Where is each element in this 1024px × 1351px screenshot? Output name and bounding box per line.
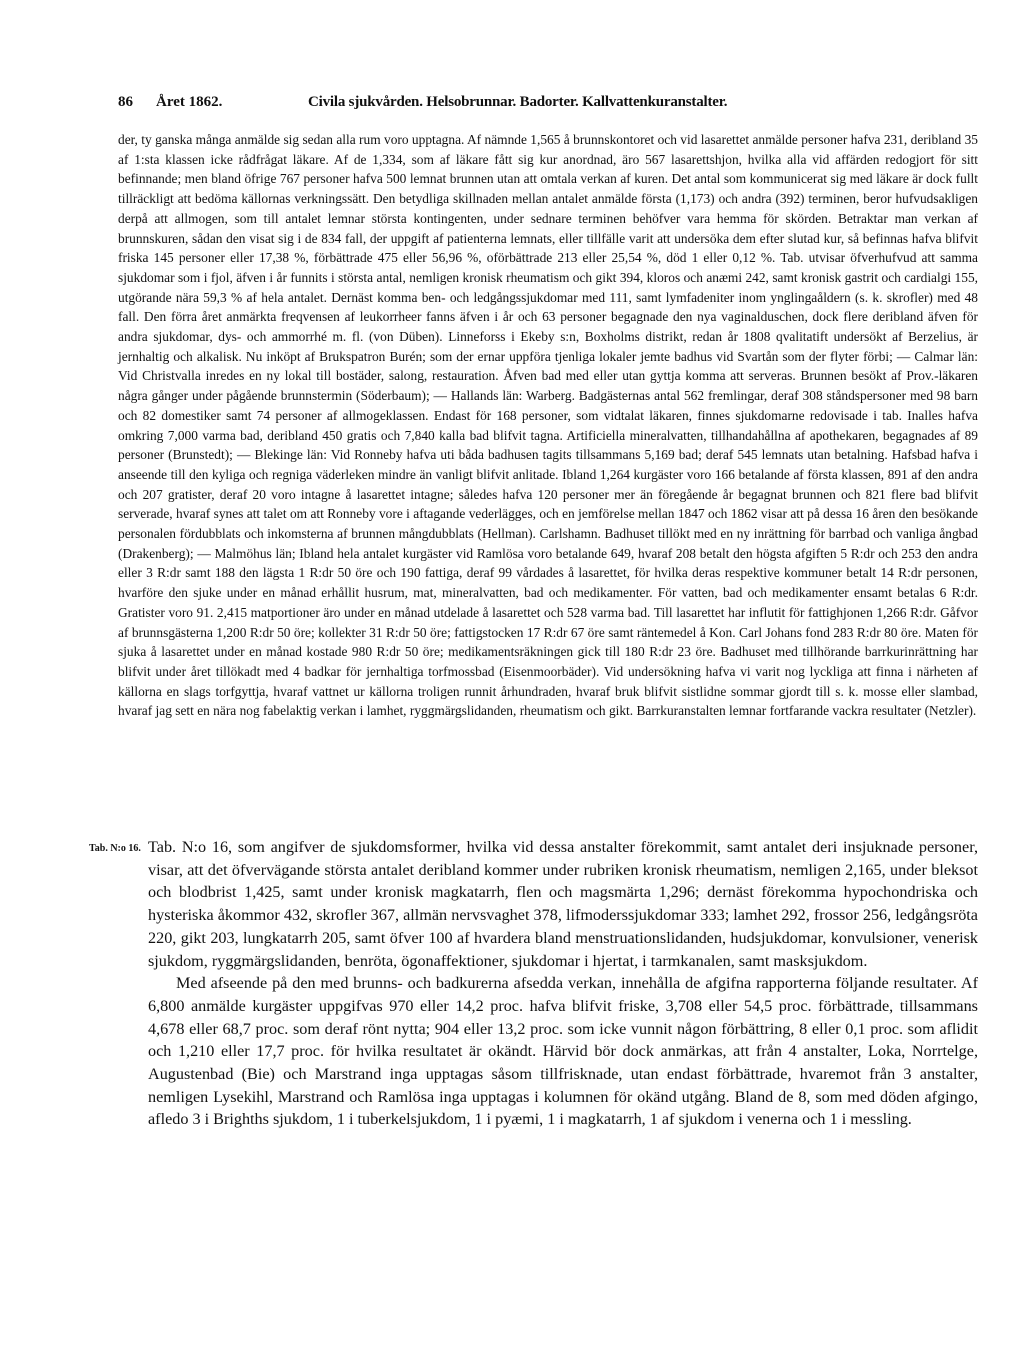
- main-text-section: [148, 836, 978, 1131]
- small-print-section: [118, 130, 978, 721]
- paragraph-results: Med afseende på den med brunns- och badkurerna afsedda verkan, innehålla de afgifna rapporterna följande resultater. Af 6,800 anmälde kurgäster uppgifvas 970 eller 14,2 proc. hafva blifvit friske, 3,708 eller 54,5 proc. förbättrade, tillsammans 4,678 eller 68,7 proc. som deraf rönt nytta; 904 eller 13,2 proc. som icke vunnit någon förbättring, 8 eller 0,1 proc. som aflidit och 1,210 eller 17,7 proc. för hvilka resultatet är okändt. Härvid bör dock anmärkas, att från 4 anstalter, Loka, Norrtelge, Augustenbad (Bie) och Marstrand inga upptagas såsom tillfrisknade, utan endast förbättrade, hvaremot från 3 anstalter, nemligen Lysekihl, Marstrand och Ramlösa inga upptagas i kolumnen för okänd utgång. Bland de 8, som med döden afgingo, afledo 3 i Brighths sjukdom, 1 i tuberkelsjukdom, 1 i pyæmi, 1 i magkatarrh, 1 af sjukdom i venerna och 1 i messling.: [148, 974, 978, 1129]
- page-number: 86: [118, 94, 133, 110]
- margin-note: Tab. N:o 16.: [89, 843, 141, 854]
- header-year: Året 1862.: [156, 94, 223, 110]
- small-print-paragraph: der, ty ganska många anmälde sig sedan alla rum voro upptagna. Af nämnde 1,565 å brunnskontoret och vid lasarettet anmälde personer hafva 231, deribland 35 af 1:sta klassen icke rådfrågat läkare. Af de 1,334, som af läkare fått sig kur anordnad, äro 567 lasarettshjon, hvilka alla vid affärden redogjort för sitt befinnande; men bland öfrige 767 personer hafva 500 lemnat brunnen utan att omtala verkan af kuren. Det antal som kommunicerat sig med läkare är dock fullt tillräckligt att bedöma källornas verkningssätt. Den betydliga skillnaden mellan antalet anmälde första (1,173) och andra (392) terminen, beror hufvudsakligen derpå att allmogen, som till antalet lemnar största kontingenten, under sednare terminen behöfver vara hemma för skörden. Betraktar man verkan af brunnskuren, sådan den visat sig i de 834 fall, der uppgift af patienterna lemnats, eller tillfälle varit att undersöka dem efter slutad kur, så befinnas hafva blifvit friska 145 personer eller 17,38 %, förbättrade 475 eller 56,96 %, oförbättrade 213 eller 25,54 %, död 1 eller 0,12 %. Tab. utvisar öfverhufvud att samma sjukdomar som i fjol, äfven i år funnits i största antal, nemligen kronisk rheumatism och gikt 394, kloros och anæmi 242, samt kronisk gastrit och cardialgi 155, utgörande nära 59,3 % af hela antalet. Dernäst komma ben- och ledgångssjukdomar med 111, samt lymfadeniter inom ynglingaåldern (s. k. skrofler) med 48 fall. Den förra året anmärkta freqvensen af leukorrheer fanns äfven i år och 63 personer begagnade den nya vaginalduschen, dock flere deribland äfven för andra sjukdomar, dys- och ammorrhé m. fl. (von Düben). Linneforss i Ekeby s:n, Boxholms distrikt, redan år 1808 qvalitatift undersökt af Berzelius, är jernhaltig och alkalisk. Nu inköpt af Brukspatron Burén; som der ernar uppföra tjenliga lokaler jemte badhus vid Svartån som der flyter förbi; — Calmar län: Vid Christvalla inredes en ny lokal till bostäder, salong, restauration. Åfven bad med eller utan gyttja komma att serveras. Brunnen besökt af Prov.-läkaren några gånger under pågående brunnstermin (Söderbaum); — Hallands län: Warberg. Badgästernas antal 562 fremlingar, deraf 308 ståndspersoner med 98 barn och 82 domestiker samt 74 personer af allmogeklassen. Endast för 168 personer, som vidtalat läkaren, finnes sjukdomarne redovisade i tab. Inalles hafva omkring 7,000 varma bad, deribland 450 gratis och 7,840 kalla bad blifvit tagna. Artificiella mineralvatten, tillhandahållna af apothekaren, begagnades af 89 personer (Brunstedt); — Blekinge län: Vid Ronneby hafva uti båda badhusen tagits tillsammans 5,169 bad; deraf 545 lemnats utan betalning. Hafsbad hafva i anseende till den kyliga och regniga väderleken mindre än vanligt blifvit anlitade. Ibland 1,264 kurgäster voro 166 betalande af första klassen, 891 af den andra och 207 gratister, deraf 20 voro intagne å lasarettet intagne; således hafva 120 personer mer än föregående år begagnat brunnen och 821 flere bad blifvit serverade, hvaraf synes att talet om att Ronneby vore i aftagande vederlägges, och en jemförelse mellan 1847 och 1862 visar att på dessa 16 åren den besökande personalen fördubblats och inkomsterna af brunnen mångdubblats (Hellman). Carlshamn. Badhuset tillökt med en ny inrättning för barrbad och vanliga ångbad (Drakenberg); — Malmöhus län; Ibland hela antalet kurgäster vid Ramlösa voro betalande 649, hvaraf 208 betalt den högsta afgiften 5 R:dr och 253 den andra eller 3 R:dr samt 188 den lägsta 1 R:dr 50 öre och 190 fattiga, deraf 99 vårdades å lasarettet, för hvilka deras respektive kommuner betalt 14 R:dr personen, hvarföre den sjuke under en månad erhållit husrum, mat, mineralvatten, bad och medikamenter. För vatten, bad och medikamenter ensamt betalas 6 R:dr. Gratister voro 91. 2,415 matportioner äro under en månad utdelade å lasarettet och 528 varma bad. Till lasarettet har influtit för fattighjonen 1,266 R:dr. Gåfvor af brunnsgästerna 1,200 R:dr 50 öre; kollekter 31 R:dr 50 öre; fattigstocken 17 R:dr 67 öre samt räntemedel å Kon. Carl Johans fond 283 R:dr 80 öre. Maten för sjuka å lasarettet under en månad kostade 980 R:dr 50 öre; medikamentsräkningen gick till 180 R:dr 23 öre. Badhuset med tillhörande barrkurinrättning har blifvit under året tillökadt med 4 badkar för jernhaltiga torfmossbad (Eisenmoorbäder). Vid undersökning hafva vi varit nog lyckliga att finna i närheten af källorna en slags torfgyttja, hvaraf vattnet ur källorna troligen runnit århundraden, hvaraf bruk blifvit sistlidne sommar gjordt till s. k. mosse eller slambad, hvaraf jag sett en nära nog fabelaktig verkan i lamhet, ryggmärgslidanden, rheumatism och gikt. Barrkuranstalten lemnar fortfarande vackra resultater (Netzler).: [118, 132, 978, 719]
- header-title: Civila sjukvården. Helsobrunnar. Badorter. Kallvattenkuranstalter.: [308, 94, 728, 110]
- paragraph-tab-16: Tab. N:o 16, som angifver de sjukdomsformer, hvilka vid dessa anstalter förekommit, samt antalet deri insjuknade personer, visar, att det öfvervägande största antalet deribland kommer under rubriken kronisk rheumatism, nemligen 2,165, under bleksot och blodbrist 1,425, samt under kronisk magkatarrh, flen och magsmärta 1,296; dernäst förekomma hypochondriska och hysteriska åkommor 432, skrofler 367, allmän nervsvaghet 378, lifmoderssjukdomar 333; lamhet 292, frossor 256, ledgångsröta 220, gikt 203, lungkatarrh 205, samt öfver 100 af hvardera bland menstruationslidanden, hudsjukdomar, konvulsioner, venerisk sjukdom, ryggmärgslidanden, benröta, ögonaffektioner, sjukdomar i hjertat, i tarmkanalen, samt masksjukdom.: [148, 838, 978, 970]
- running-header: [118, 94, 978, 116]
